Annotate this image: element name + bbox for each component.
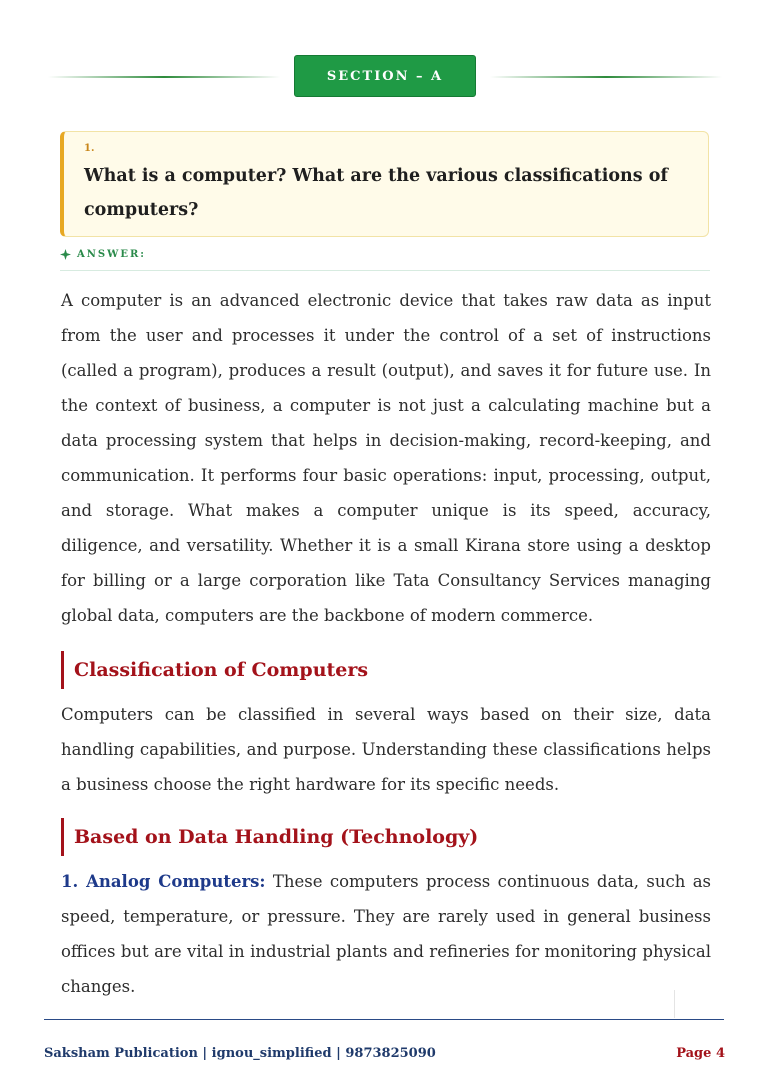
section-divider-left (48, 76, 280, 78)
question-box (60, 131, 709, 237)
footer-publisher: Saksham Publication | ignou_simplified | 9873825090 (44, 1046, 436, 1061)
classification-heading: Classification of Computers (61, 651, 368, 689)
question-text: What is a computer? What are the various classifications of computers? (84, 166, 668, 220)
classification-paragraph: Computers can be classified in several ways based on their size, data handling capabilities, and purpose. Understanding these classifications helps a business choose the right hardware for its specific needs. (61, 705, 711, 794)
section-divider-right (490, 76, 722, 78)
section-header (0, 55, 768, 99)
page-number: Page 4 (676, 1046, 725, 1061)
section-badge: SECTION – A (294, 55, 476, 97)
analog-computers-lead: 1. Analog Computers: (61, 872, 266, 891)
sparkle-icon (60, 249, 71, 260)
footer-tick (674, 990, 675, 1018)
answer-label (60, 249, 146, 260)
footer-divider (44, 1019, 724, 1020)
analog-computers-item (61, 864, 711, 1004)
answer-divider (60, 270, 710, 271)
question-number: 1. (84, 143, 95, 154)
analog-computers-text: These computers process continuous data, such as speed, temperature, or pressure. They are rarely used in general business offices but are vital in industrial plants and refineries for monitoring physical changes. (61, 872, 711, 996)
answer-label-text: ANSWER: (77, 249, 146, 260)
intro-paragraph: A computer is an advanced electronic device that takes raw data as input from the user and processes it under the control of a set of instructions (called a program), produces a result (output), and saves it for future use. In the context of business, a computer is not just a calculating machine but a data processing system that helps in decision-making, record-keeping, and communication. It performs four basic operations: input, processing, output, and storage. What makes a computer unique is its speed, accuracy, diligence, and versatility. Whether it is a small Kirana store using a desktop for billing or a large corporation like Tata Consultancy Services managing global data, computers are the backbone of modern commerce. (61, 291, 711, 625)
data-handling-heading: Based on Data Handling (Technology) (61, 818, 478, 856)
